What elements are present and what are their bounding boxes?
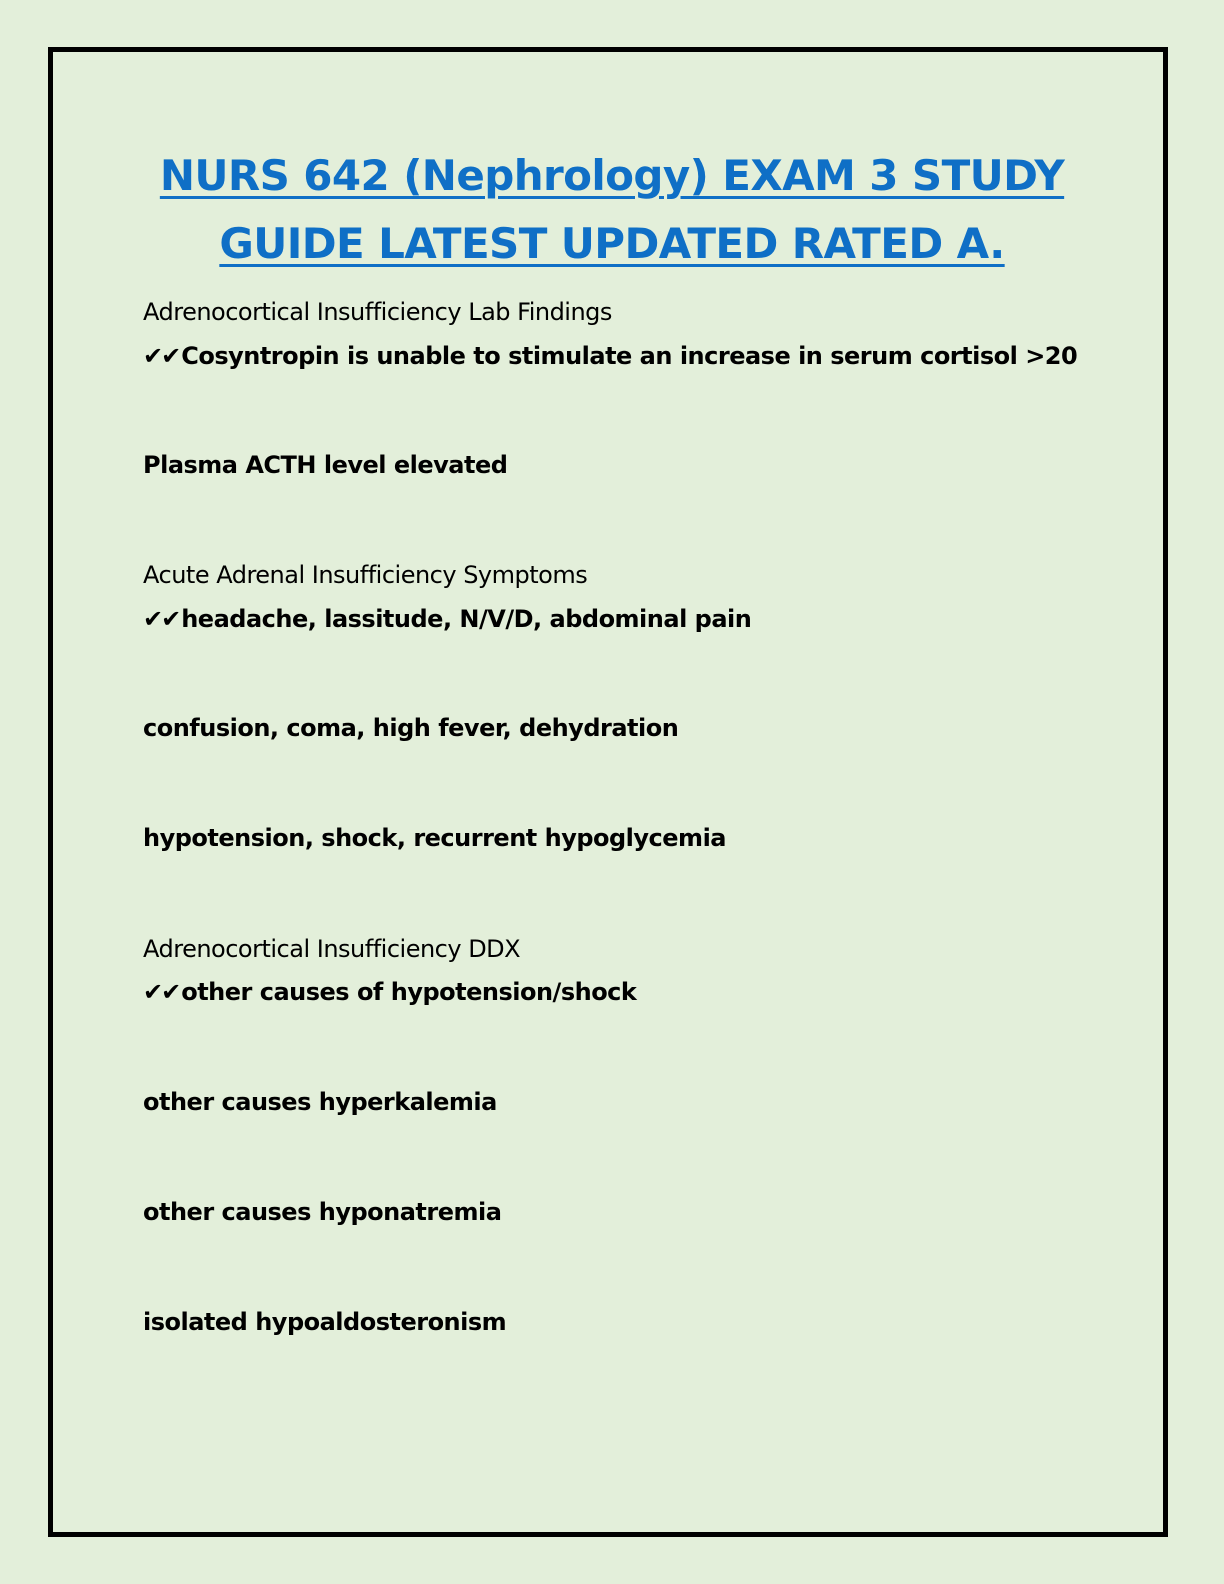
card-2-term: Acute Adrenal Insufficiency Symptoms xyxy=(143,561,588,589)
card-1-term: Adrenocortical Insufficiency Lab Findings xyxy=(143,298,612,326)
card-1-answer-2: Plasma ACTH level elevated xyxy=(143,451,508,479)
card-3-answer-4: isolated hypoaldosteronism xyxy=(143,1308,507,1336)
check-mark-icon: ✔✔ xyxy=(143,342,180,370)
card-2-answer-1-text: headache, lassitude, N/V/D, abdominal pain xyxy=(181,605,752,633)
check-mark-icon: ✔✔ xyxy=(143,605,180,633)
card-3-answer-1-text: other causes of hypotension/shock xyxy=(181,978,637,1006)
document-title xyxy=(60,142,1164,278)
card-2-answer-2: confusion, coma, high fever, dehydration xyxy=(143,714,679,742)
card-2-answer-3: hypotension, shock, recurrent hypoglycemia xyxy=(143,824,726,852)
card-2-answer-1 xyxy=(143,604,751,634)
card-1-answer-1-text: Cosyntropin is unable to stimulate an increase in serum cortisol >20 xyxy=(181,342,1078,370)
card-1-answer-1 xyxy=(143,341,1077,371)
title-line-2: GUIDE LATEST UPDATED RATED A. xyxy=(219,219,1005,268)
card-3-answer-3: other causes hyponatremia xyxy=(143,1198,502,1226)
title-line-1: NURS 642 (Nephrology) EXAM 3 STUDY xyxy=(159,151,1065,200)
card-3-term: Adrenocortical Insufficiency DDX xyxy=(143,935,521,963)
card-3-answer-1 xyxy=(143,977,636,1007)
card-3-answer-2: other causes hyperkalemia xyxy=(143,1088,497,1116)
check-mark-icon: ✔✔ xyxy=(143,978,180,1006)
